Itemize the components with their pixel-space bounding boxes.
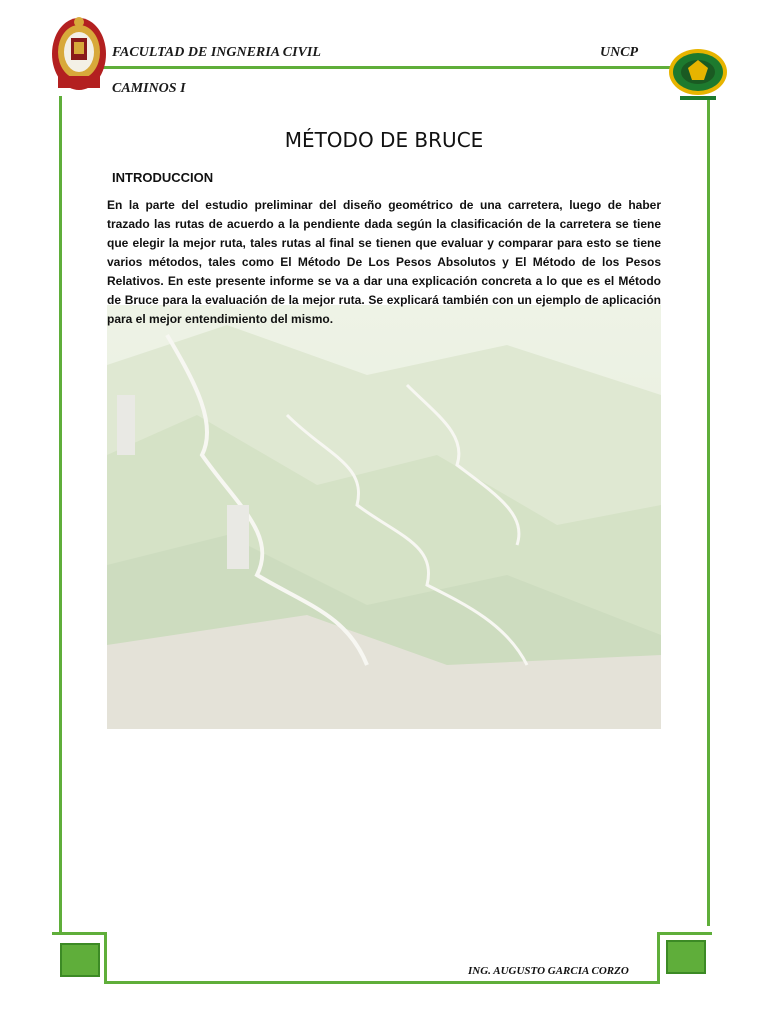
frame-bottom-left-horiz (52, 932, 107, 935)
footer-author: ING. AUGUSTO GARCIA CORZO (468, 965, 629, 977)
frame-top-line (92, 66, 722, 69)
frame-bottom-line (104, 981, 657, 984)
university-abbrev: UNCP (600, 45, 639, 60)
frame-left-line (59, 96, 62, 932)
course-name: CAMINOS I (112, 81, 186, 96)
corner-square-right (666, 940, 706, 974)
section-heading: INTRODUCCION (112, 170, 214, 185)
frame-bottom-left-vert (104, 932, 107, 984)
university-logo (668, 48, 728, 102)
corner-square-left (60, 943, 100, 977)
intro-paragraph: En la parte del estudio preliminar del diseño geométrico de una carretera, luego de haber trazado las rutas de acuerdo a la pendiente dada según la clasificación de la carretera se tiene que elegir la mejor ruta, tales rutas al final se tienen que evaluar y comparar para esto se tiene varios métodos, tales como El Método De Los Pesos Absolutos y El Método de los Pesos Relativos. En este presente informe se va a dar una explicación concreta a lo que es el Método de Bruce para la evaluación de la mejor ruta. Se explicará también con un ejemplo de aplicación para el mejor entendimiento del mismo. (107, 198, 661, 326)
frame-bottom-right-vert (657, 932, 660, 984)
faculty-seal-logo (50, 16, 108, 94)
faculty-name: FACULTAD DE INGNERIA CIVIL (112, 45, 321, 60)
page-title: MÉTODO DE BRUCE (284, 128, 484, 152)
frame-bottom-right-horiz (657, 932, 712, 935)
frame-right-line (707, 96, 710, 926)
mountain-road-photo (107, 305, 661, 729)
